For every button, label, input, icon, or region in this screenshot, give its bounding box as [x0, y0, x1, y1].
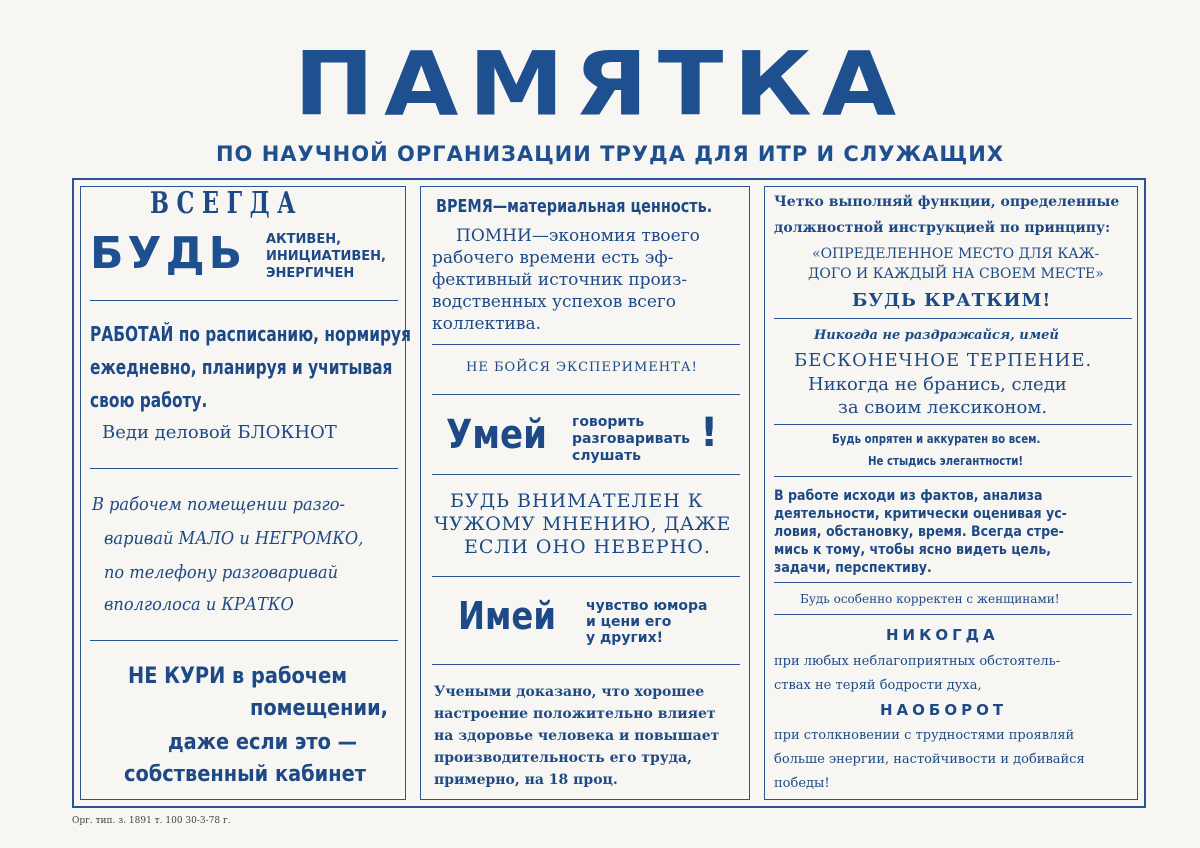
brief-line: БУДЬ КРАТКИМ!	[852, 290, 1052, 311]
contrary-line-2: больше энергии, настойчивости и добивайся	[774, 752, 1085, 767]
contrary-line-1: при столкновении с трудностями проявляй	[774, 728, 1075, 743]
facts-line-3: ловия, обстановку, время. Всегда стре-	[774, 524, 1064, 540]
women-line: Будь особенно корректен с женщинами!	[800, 592, 1060, 606]
be-word: БУДЬ	[90, 228, 247, 279]
attention-line-1: БУДЬ ВНИМАТЕЛЕН К	[450, 490, 704, 512]
facts-line-2: деятельности, критически оценивая ус-	[774, 506, 1067, 522]
skill-item-1: говорить	[572, 414, 645, 430]
contrary-line-3: победы!	[774, 776, 830, 791]
never-line-1: при любых неблагоприятных обстоятель-	[774, 654, 1061, 669]
work-line-1: РАБОТАЙ по расписанию, нормируя	[90, 322, 411, 346]
divider	[90, 640, 398, 641]
print-footer: Орг. тип. з. 1891 т. 100 30-3-78 г.	[72, 816, 231, 826]
humor-item-3: у других!	[586, 630, 663, 646]
skill-big-word: Умей	[446, 412, 547, 458]
divider	[774, 318, 1132, 319]
time-heading: ВРЕМЯ—материальная ценность.	[436, 196, 713, 217]
notebook-line: Веди деловой БЛОКНОТ	[102, 422, 337, 443]
science-line-3: на здоровье человека и повышает	[434, 728, 720, 744]
smoke-line-3: даже если это —	[168, 730, 358, 755]
divider	[774, 614, 1132, 615]
skill-item-3: слушать	[572, 448, 641, 464]
contrary-heading: НАОБОРОТ	[880, 701, 1008, 719]
func-line-2: должностной инструкцией по принципу:	[774, 220, 1111, 236]
divider	[432, 394, 740, 395]
skill-exclaim: !	[700, 410, 719, 456]
humor-item-1: чувство юмора	[586, 598, 708, 614]
be-trait-3: ЭНЕРГИЧЕН	[266, 266, 355, 281]
work-line-3: свою работу.	[90, 388, 208, 412]
attention-line-2: ЧУЖОМУ МНЕНИЮ, ДАЖЕ	[434, 513, 731, 535]
time-line-5: коллектива.	[432, 314, 541, 334]
humor-item-2: и цени его	[586, 614, 672, 630]
func-line-1: Четко выполняй функции, определенные	[774, 194, 1120, 210]
humor-big-word: Имей	[458, 594, 556, 638]
smoke-line-2: помещении,	[250, 696, 389, 721]
time-line-3: фективный источник произ-	[432, 270, 688, 290]
patience-line-2: Никогда не бранись, следи	[808, 374, 1067, 395]
time-line-1: ПОМНИ—экономия твоего	[456, 226, 700, 246]
skill-item-2: разговаривать	[572, 431, 690, 447]
talk-line-3: по телефону разговаривай	[104, 562, 339, 583]
science-line-2: настроение положительно влияет	[434, 706, 716, 722]
talk-line-1: В рабочем помещении разго-	[92, 494, 345, 515]
never-heading: НИКОГДА	[886, 626, 999, 644]
divider	[432, 576, 740, 577]
patience-line-3: за своим лексиконом.	[838, 397, 1048, 418]
divider	[774, 476, 1132, 477]
never-line-2: ствах не теряй бодрости духа,	[774, 678, 982, 693]
never-irritate-line: Никогда не раздражайся, имей	[814, 328, 1059, 343]
science-line-4: производительность его труда,	[434, 750, 692, 766]
neat-line: Будь опрятен и аккуратен во всем.	[832, 432, 1041, 446]
divider	[432, 474, 740, 475]
facts-line-1: В работе исходи из фактов, анализа	[774, 488, 1043, 504]
poster-subtitle: ПО НАУЧНОЙ ОРГАНИЗАЦИИ ТРУДА ДЛЯ ИТР И СЛУЖАЩИХ	[215, 142, 1005, 166]
time-line-4: водственных успехов всего	[432, 292, 677, 312]
always-heading: ВСЕГДА	[150, 186, 303, 221]
talk-line-2: варивай МАЛО и НЕГРОМКО,	[104, 528, 364, 549]
be-trait-1: АКТИВЕН,	[266, 232, 342, 247]
patience-line-1: БЕСКОНЕЧНОЕ ТЕРПЕНИЕ.	[794, 350, 1093, 371]
facts-line-4: мись к тому, чтобы ясно видеть цель,	[774, 542, 1052, 558]
be-trait-2: ИНИЦИАТИВЕН,	[266, 249, 386, 264]
science-line-5: примерно, на 18 проц.	[434, 772, 618, 788]
talk-line-4: вполголоса и КРАТКО	[104, 594, 294, 615]
quote-line-2: ДОГО И КАЖДЫЙ НА СВОЕМ МЕСТЕ»	[808, 266, 1104, 282]
smoke-line-4: собственный кабинет	[124, 762, 366, 787]
quote-line-1: «ОПРЕДЕЛЕННОЕ МЕСТО ДЛЯ КАЖ-	[812, 246, 1100, 262]
divider	[774, 582, 1132, 583]
experiment-line: НЕ БОЙСЯ ЭКСПЕРИМЕНТА!	[466, 360, 698, 375]
attention-line-3: ЕСЛИ ОНО НЕВЕРНО.	[464, 536, 711, 558]
science-line-1: Учеными доказано, что хорошее	[434, 684, 705, 700]
facts-line-5: задачи, перспективу.	[774, 560, 932, 576]
divider	[432, 344, 740, 345]
divider	[774, 424, 1132, 425]
poster-title: ПАМЯТКА	[293, 32, 907, 136]
smoke-line-1: НЕ КУРИ в рабочем	[128, 664, 348, 689]
divider	[90, 468, 398, 469]
time-line-2: рабочего времени есть эф-	[432, 248, 674, 268]
work-line-2: ежедневно, планируя и учитывая	[90, 355, 393, 379]
elegance-line: Не стыдись элегантности!	[868, 454, 1024, 468]
divider	[90, 300, 398, 301]
divider	[432, 664, 740, 665]
